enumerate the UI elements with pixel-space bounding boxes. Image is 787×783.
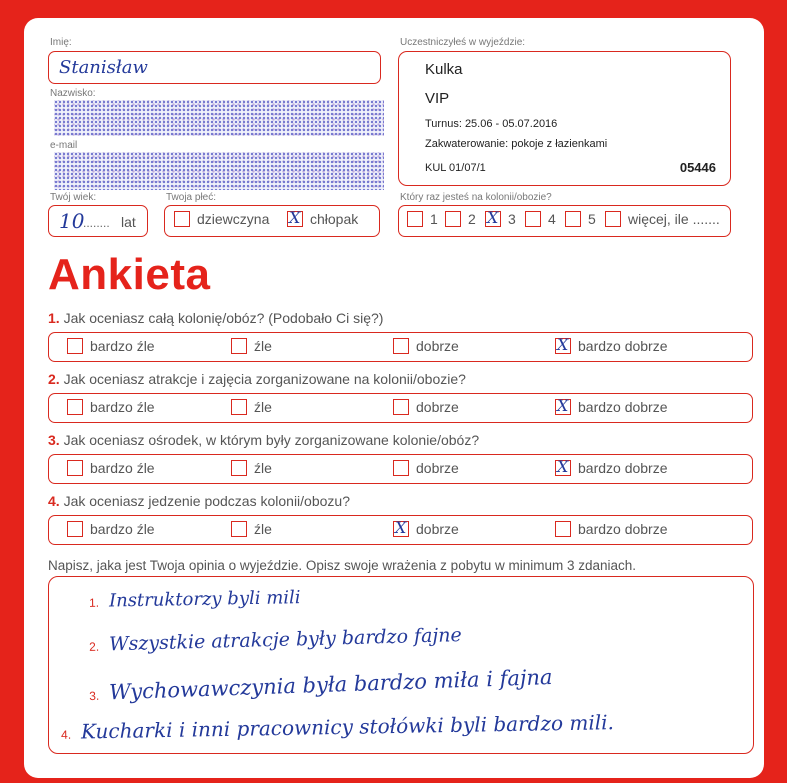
age-label: Twój wiek: bbox=[50, 192, 97, 203]
age-value: 10 bbox=[59, 209, 85, 233]
answer-label-3-4: bardzo dobrze bbox=[578, 460, 668, 476]
answer-checkbox-3-4[interactable] bbox=[555, 460, 571, 476]
survey-sheet bbox=[24, 18, 764, 778]
answer-option-3-4[interactable] bbox=[555, 460, 668, 476]
question-number-1: 1. bbox=[48, 310, 60, 326]
question-2 bbox=[48, 371, 466, 387]
answer-checkbox-3-3[interactable] bbox=[393, 460, 409, 476]
answer-checkbox-1-1[interactable] bbox=[67, 338, 83, 354]
question-4 bbox=[48, 493, 350, 509]
visits-label-more: więcej, ile ....... bbox=[628, 211, 720, 227]
gender-option-girl[interactable] bbox=[174, 211, 269, 227]
opinion-num-4: 4. bbox=[60, 727, 72, 742]
answer-checkbox-2-1[interactable] bbox=[67, 399, 83, 415]
answer-checkbox-4-3[interactable] bbox=[393, 521, 409, 537]
name-label: Imię: bbox=[50, 37, 72, 48]
answer-option-1-3[interactable] bbox=[393, 338, 459, 354]
answer-option-2-3[interactable] bbox=[393, 399, 459, 415]
question-text-2: Jak oceniasz atrakcje i zajęcia zorganizowane na kolonii/obozie? bbox=[63, 371, 466, 387]
age-dots: ........ bbox=[83, 216, 110, 230]
answer-row-1 bbox=[48, 332, 753, 362]
answer-option-2-1[interactable] bbox=[67, 399, 155, 415]
answer-checkbox-3-1[interactable] bbox=[67, 460, 83, 476]
question-number-2: 2. bbox=[48, 371, 60, 387]
visits-checkbox-more[interactable] bbox=[605, 211, 621, 227]
opinion-text-4: Kucharki i inni pracownicy stołówki byli bardzo mili. bbox=[80, 710, 615, 744]
camp-code: KUL 01/07/1 bbox=[425, 162, 486, 174]
answer-checkbox-2-4[interactable] bbox=[555, 399, 571, 415]
opinion-line-3 bbox=[89, 665, 553, 705]
participant-box bbox=[398, 51, 731, 186]
answer-label-4-3: dobrze bbox=[416, 521, 459, 537]
answer-option-1-4[interactable] bbox=[555, 338, 668, 354]
answer-label-3-3: dobrze bbox=[416, 460, 459, 476]
age-unit: lat bbox=[121, 214, 136, 230]
answer-option-4-2[interactable] bbox=[231, 521, 272, 537]
visits-checkbox-1[interactable] bbox=[407, 211, 423, 227]
gender-checkbox-girl[interactable] bbox=[174, 211, 190, 227]
answer-checkbox-1-2[interactable] bbox=[231, 338, 247, 354]
question-text-1: Jak oceniasz całą kolonię/obóz? (Podobało Ci się?) bbox=[63, 310, 384, 326]
question-number-3: 3. bbox=[48, 432, 60, 448]
gender-option-boy[interactable] bbox=[287, 211, 358, 227]
question-1 bbox=[48, 310, 383, 326]
visits-checkbox-5[interactable] bbox=[565, 211, 581, 227]
answer-checkbox-1-4[interactable] bbox=[555, 338, 571, 354]
gender-label: Twoja płeć: bbox=[166, 192, 217, 203]
answer-label-4-1: bardzo źle bbox=[90, 521, 155, 537]
visits-label-4: 4 bbox=[548, 211, 556, 227]
visits-label-1: 1 bbox=[430, 211, 438, 227]
answer-option-3-2[interactable] bbox=[231, 460, 272, 476]
visits-option-more[interactable] bbox=[605, 211, 720, 227]
answer-label-1-1: bardzo źle bbox=[90, 338, 155, 354]
answer-option-3-1[interactable] bbox=[67, 460, 155, 476]
surname-redacted bbox=[54, 100, 384, 136]
answer-label-4-4: bardzo dobrze bbox=[578, 521, 668, 537]
answer-checkbox-2-3[interactable] bbox=[393, 399, 409, 415]
visits-field bbox=[398, 205, 731, 237]
turnus-text: Turnus: 25.06 - 05.07.2016 bbox=[425, 118, 558, 130]
surname-label: Nazwisko: bbox=[50, 88, 96, 99]
answer-row-4 bbox=[48, 515, 753, 545]
opinion-box[interactable] bbox=[48, 576, 754, 754]
question-number-4: 4. bbox=[48, 493, 60, 509]
visits-label-3: 3 bbox=[508, 211, 516, 227]
opinion-line-2 bbox=[89, 624, 462, 656]
participant-number: 05446 bbox=[679, 160, 716, 175]
opinion-num-1: 1. bbox=[88, 595, 100, 610]
answer-option-1-2[interactable] bbox=[231, 338, 272, 354]
camp-name: Kulka bbox=[425, 61, 463, 78]
question-3 bbox=[48, 432, 479, 448]
answer-option-3-3[interactable] bbox=[393, 460, 459, 476]
answer-checkbox-3-2[interactable] bbox=[231, 460, 247, 476]
answer-option-2-2[interactable] bbox=[231, 399, 272, 415]
opinion-line-4 bbox=[61, 710, 614, 744]
visits-option-3[interactable] bbox=[485, 211, 516, 227]
opinion-text-2: Wszystkie atrakcje były bardzo fajne bbox=[108, 624, 463, 656]
email-label: e-mail bbox=[50, 140, 78, 151]
opinion-text-1: Instruktorzy byli mili bbox=[108, 587, 301, 612]
visits-option-2[interactable] bbox=[445, 211, 476, 227]
answer-checkbox-4-4[interactable] bbox=[555, 521, 571, 537]
answer-checkbox-4-2[interactable] bbox=[231, 521, 247, 537]
question-text-3: Jak oceniasz ośrodek, w którym były zorganizowane kolonie/obóz? bbox=[63, 432, 480, 448]
answer-label-3-1: bardzo źle bbox=[90, 460, 155, 476]
answer-label-2-4: bardzo dobrze bbox=[578, 399, 668, 415]
lodging-text: Zakwaterowanie: pokoje z łazienkami bbox=[425, 138, 608, 150]
visits-label: Który raz jesteś na kolonii/obozie? bbox=[400, 192, 552, 203]
participant-label: Uczestniczyłeś w wyjeździe: bbox=[400, 37, 526, 48]
gender-label-girl: dziewczyna bbox=[197, 211, 270, 227]
answer-label-1-2: źle bbox=[254, 338, 272, 354]
answer-option-4-4[interactable] bbox=[555, 521, 668, 537]
visits-checkbox-2[interactable] bbox=[445, 211, 461, 227]
answer-option-4-3[interactable] bbox=[393, 521, 459, 537]
answer-row-3 bbox=[48, 454, 753, 484]
answer-option-1-1[interactable] bbox=[67, 338, 155, 354]
opinion-num-3: 3. bbox=[89, 688, 100, 704]
answer-label-4-2: źle bbox=[254, 521, 272, 537]
answer-option-2-4[interactable] bbox=[555, 399, 668, 415]
opinion-num-2: 2. bbox=[88, 639, 100, 654]
age-field[interactable] bbox=[48, 205, 148, 237]
answer-checkbox-4-1[interactable] bbox=[67, 521, 83, 537]
page-title: Ankieta bbox=[48, 250, 211, 299]
answer-option-4-1[interactable] bbox=[67, 521, 155, 537]
answer-label-2-2: źle bbox=[254, 399, 272, 415]
answer-label-2-1: bardzo źle bbox=[90, 399, 155, 415]
answer-checkbox-2-2[interactable] bbox=[231, 399, 247, 415]
answer-label-2-3: dobrze bbox=[416, 399, 459, 415]
gender-checkbox-boy[interactable] bbox=[287, 211, 303, 227]
visits-checkbox-4[interactable] bbox=[525, 211, 541, 227]
opinion-prompt: Napisz, jaka jest Twoja opinia o wyjeździe. Opisz swoje wrażenia z pobytu w minimum 3 zdaniach. bbox=[48, 558, 637, 573]
gender-field bbox=[164, 205, 380, 237]
visits-checkbox-3[interactable] bbox=[485, 211, 501, 227]
name-field[interactable] bbox=[48, 51, 381, 84]
visits-option-5[interactable] bbox=[565, 211, 596, 227]
opinion-line-1 bbox=[89, 587, 301, 612]
visits-option-1[interactable] bbox=[407, 211, 438, 227]
visits-option-4[interactable] bbox=[525, 211, 556, 227]
gender-label-boy: chłopak bbox=[310, 211, 359, 227]
question-text-4: Jak oceniasz jedzenie podczas kolonii/obozu? bbox=[63, 493, 350, 509]
visits-label-5: 5 bbox=[588, 211, 596, 227]
answer-label-1-3: dobrze bbox=[416, 338, 459, 354]
camp-type: VIP bbox=[425, 90, 450, 107]
visits-label-2: 2 bbox=[468, 211, 476, 227]
answer-checkbox-1-3[interactable] bbox=[393, 338, 409, 354]
opinion-text-3: Wychowawczynia była bardzo miła i fajna bbox=[108, 664, 553, 705]
answer-row-2 bbox=[48, 393, 753, 423]
name-value: Stanisław bbox=[59, 57, 148, 78]
email-redacted bbox=[54, 152, 384, 190]
answer-label-1-4: bardzo dobrze bbox=[578, 338, 668, 354]
answer-label-3-2: źle bbox=[254, 460, 272, 476]
